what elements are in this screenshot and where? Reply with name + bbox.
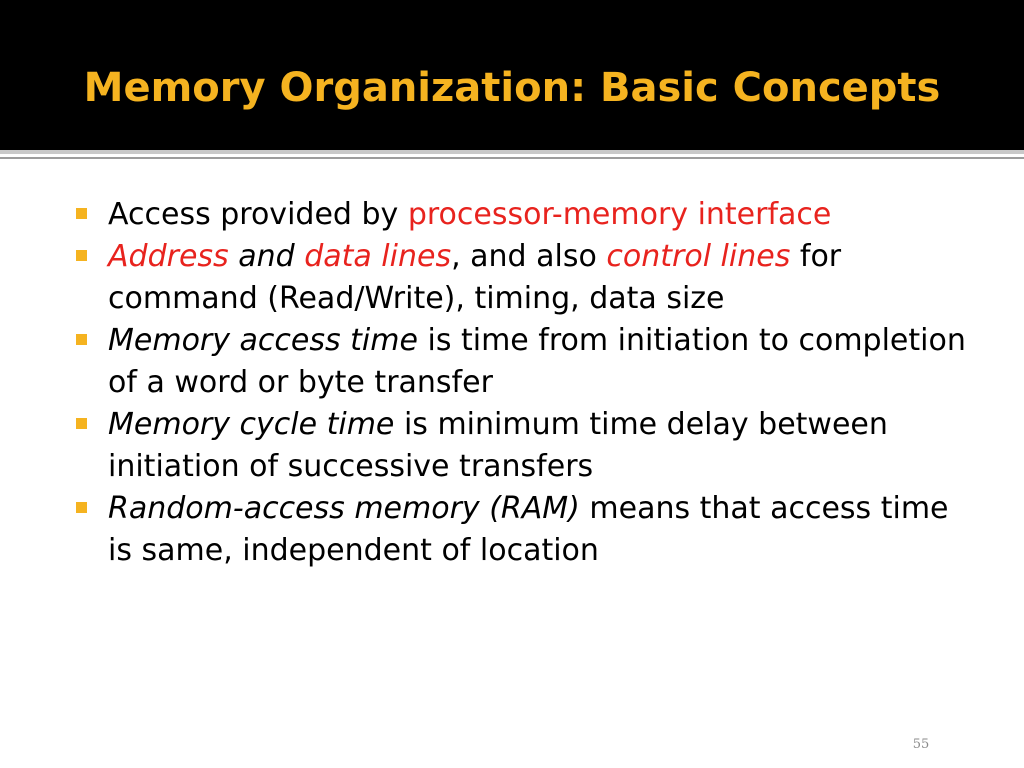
square-bullet-icon xyxy=(76,502,87,513)
title-divider-line xyxy=(0,150,1024,154)
slide-title: Memory Organization: Basic Concepts xyxy=(83,65,941,111)
italic-term: Random-access memory (RAM) xyxy=(108,491,580,526)
bullet-item xyxy=(76,404,976,488)
highlighted-term: Address xyxy=(108,239,229,274)
square-bullet-icon xyxy=(76,208,87,219)
bullet-item xyxy=(76,488,976,572)
highlighted-term: data lines xyxy=(304,239,452,274)
page-number: 55 xyxy=(912,737,930,752)
square-bullet-icon xyxy=(76,250,87,261)
bullet-text: means that access time is same, independent of location xyxy=(108,491,949,568)
italic-term: Memory access time xyxy=(108,323,418,358)
bullet-item xyxy=(76,236,976,320)
title-divider-line-secondary xyxy=(0,157,1024,159)
square-bullet-icon xyxy=(76,334,87,345)
bullet-list xyxy=(76,194,976,572)
bullet-text: , and also xyxy=(451,239,607,274)
bullet-text: Access provided by xyxy=(108,197,408,232)
highlighted-term: control lines xyxy=(606,239,791,274)
bullet-text: for command (Read/Write), timing, data size xyxy=(108,239,842,316)
italic-text: and xyxy=(228,239,305,274)
italic-term: Memory cycle time xyxy=(108,407,395,442)
highlighted-term: processor-memory interface xyxy=(407,197,832,232)
bullet-text: is time from initiation to completion of a word or byte transfer xyxy=(108,323,966,400)
bullet-text: is minimum time delay between initiation of successive transfers xyxy=(108,407,888,484)
bullet-item xyxy=(76,194,976,236)
square-bullet-icon xyxy=(76,418,87,429)
bullet-item xyxy=(76,320,976,404)
